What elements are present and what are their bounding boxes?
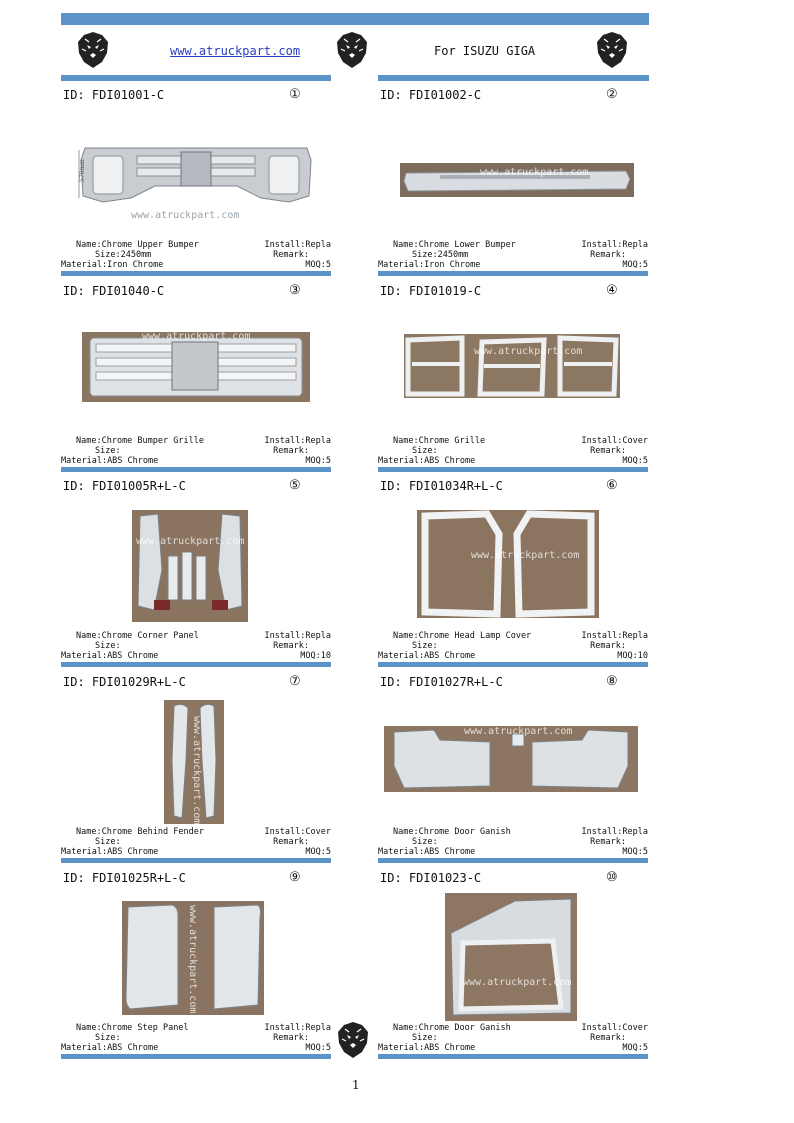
behind-fender-image (164, 700, 224, 824)
product-info: Name:Chrome Step Panel Install:Repla Size: Remark: Material:ABS Chrome MOQ:5 (61, 1023, 331, 1053)
product-card (378, 479, 648, 675)
product-id: ID: FDI01005R+L-C (63, 479, 186, 493)
product-number: ⑥ (606, 478, 618, 493)
card-divider (61, 858, 331, 863)
watermark (131, 208, 271, 222)
product-name: Chrome Grille (418, 436, 486, 446)
product-id: ID: FDI01034R+L-C (380, 479, 503, 493)
product-card (61, 479, 331, 675)
product-number: ④ (606, 283, 618, 298)
product-card (378, 88, 648, 284)
product-id: ID: FDI01029R+L-C (63, 675, 186, 689)
product-card (378, 284, 648, 480)
product-moq: 5 (642, 1043, 648, 1053)
product-card (61, 284, 331, 480)
catalog-title: For ISUZU GIGA (434, 44, 536, 58)
product-material: ABS Chrome (424, 456, 476, 466)
product-id: ID: FDI01025R+L-C (63, 871, 186, 885)
product-name: Chrome Bumper Grille (101, 436, 204, 446)
card-divider (61, 1054, 331, 1059)
product-moq: 5 (325, 847, 331, 857)
product-info: Name:Chrome Grille Install:Cover Size: Remark: Material:ABS Chrome MOQ:5 (378, 436, 648, 466)
product-info: Name:Chrome Bumper Grille Install:Repla Size: Remark: Material:ABS Chrome MOQ:5 (61, 436, 331, 466)
header-bottom-bar (61, 75, 331, 81)
product-install: Cover (622, 1023, 648, 1033)
product-material: ABS Chrome (107, 1043, 159, 1053)
product-material: ABS Chrome (107, 456, 159, 466)
lower-bumper-image (400, 163, 634, 197)
product-id: ID: FDI01027R+L-C (380, 675, 503, 689)
watermark-text: www.atruckpart.com (474, 346, 583, 357)
product-card (61, 675, 331, 871)
product-material: ABS Chrome (424, 1043, 476, 1053)
product-moq: 5 (325, 1043, 331, 1053)
product-moq: 5 (325, 260, 331, 270)
product-id: ID: FDI01019-C (380, 284, 482, 298)
lion-logo-icon (335, 31, 369, 69)
product-info: Name:Chrome Head Lamp Cover Install:Repla Size: Remark: Material:ABS Chrome MOQ:10 (378, 631, 648, 661)
product-name: Chrome Door Ganish (418, 1023, 511, 1033)
product-moq: 5 (642, 456, 648, 466)
card-divider (378, 1054, 648, 1059)
product-material: Iron Chrome (107, 260, 164, 270)
watermark-text: www.atruckpart.com (480, 167, 589, 178)
product-name: Chrome Upper Bumper (101, 240, 199, 250)
product-install: Repla (622, 827, 648, 837)
product-install: Cover (622, 436, 648, 446)
product-moq: 5 (642, 260, 648, 270)
product-number: ① (289, 87, 301, 102)
product-material: ABS Chrome (107, 847, 159, 857)
card-divider (378, 858, 648, 863)
watermark-text: www.atruckpart.com (464, 726, 573, 737)
watermark-text: www.atruckpart.com (187, 905, 198, 1014)
watermark-text: www.atruckpart.com (131, 210, 240, 221)
website-link[interactable]: www.atruckpart.com (170, 44, 301, 58)
lion-logo-icon (336, 1021, 370, 1059)
product-moq: 5 (325, 456, 331, 466)
grille-image (404, 334, 620, 398)
card-divider (61, 662, 331, 667)
header-top-bar (61, 13, 649, 25)
product-info: Name:Chrome Upper Bumper Install:Repla Size:2450mm Remark: Material:Iron Chrome MOQ:5 (61, 240, 331, 270)
product-moq: 10 (320, 651, 331, 661)
product-card (378, 675, 648, 871)
product-install: Repla (305, 1023, 331, 1033)
product-info: Name:Chrome Behind Fender Install:Cover Size: Remark: Material:ABS Chrome MOQ:5 (61, 827, 331, 857)
dimension-label: 570mm (79, 159, 86, 182)
product-install: Repla (622, 240, 648, 250)
product-name: Chrome Door Ganish (418, 827, 511, 837)
product-id: ID: FDI01001-C (63, 88, 165, 102)
product-install: Repla (305, 240, 331, 250)
card-divider (378, 662, 648, 667)
watermark-text: www.atruckpart.com (471, 550, 580, 561)
product-name: Chrome Lower Bumper (418, 240, 516, 250)
product-info: Name:Chrome Door Ganish Install:Cover Size: Remark: Material:ABS Chrome MOQ:5 (378, 1023, 648, 1053)
card-divider (378, 467, 648, 472)
product-card (61, 88, 331, 284)
product-card (378, 871, 648, 1067)
product-moq: 5 (642, 847, 648, 857)
product-number: ② (606, 87, 618, 102)
product-install: Repla (622, 631, 648, 641)
product-size: 2450mm (120, 250, 152, 260)
product-info: Name:Chrome Door Ganish Install:Repla Size: Remark: Material:ABS Chrome MOQ:5 (378, 827, 648, 857)
head-lamp-cover-image (417, 510, 599, 618)
product-number: ③ (289, 283, 301, 298)
product-number: ⑦ (289, 674, 301, 689)
product-info: Name:Chrome Lower Bumper Install:Repla Size:2450mm Remark: Material:Iron Chrome MOQ:5 (378, 240, 648, 270)
page-number: 1 (352, 1078, 360, 1092)
card-divider (61, 467, 331, 472)
step-panel-image (122, 901, 264, 1015)
corner-panel-image (132, 510, 248, 622)
product-install: Cover (305, 827, 331, 837)
product-number: ⑨ (289, 870, 301, 885)
bumper-grille-image (82, 332, 310, 402)
product-name: Chrome Step Panel (101, 1023, 189, 1033)
product-id: ID: FDI01040-C (63, 284, 165, 298)
product-install: Repla (305, 631, 331, 641)
product-size: 2450mm (437, 250, 469, 260)
watermark-text: www.atruckpart.com (136, 536, 245, 547)
door-ganish-image (445, 893, 577, 1021)
lion-logo-icon (76, 31, 110, 69)
product-material: ABS Chrome (424, 847, 476, 857)
product-moq: 10 (637, 651, 648, 661)
door-ganish-image (384, 726, 638, 792)
card-divider (61, 271, 331, 276)
product-name: Chrome Behind Fender (101, 827, 204, 837)
product-material: Iron Chrome (424, 260, 481, 270)
product-number: ⑧ (606, 674, 618, 689)
product-number: ⑤ (289, 478, 301, 493)
watermark-text: www.atruckpart.com (191, 716, 202, 824)
product-info: Name:Chrome Corner Panel Install:Repla Size: Remark: Material:ABS Chrome MOQ:10 (61, 631, 331, 661)
product-name: Chrome Head Lamp Cover (418, 631, 532, 641)
product-material: ABS Chrome (107, 651, 159, 661)
product-number: ⑩ (606, 870, 618, 885)
product-id: ID: FDI01002-C (380, 88, 482, 102)
watermark-text: www.atruckpart.com (142, 332, 251, 342)
product-material: ABS Chrome (424, 651, 476, 661)
watermark-text: www.atruckpart.com (463, 977, 572, 988)
upper-bumper-image (77, 140, 315, 210)
header-bottom-bar-right (378, 75, 649, 81)
product-install: Repla (305, 436, 331, 446)
lion-logo-icon (595, 31, 629, 69)
card-divider (378, 271, 648, 276)
product-id: ID: FDI01023-C (380, 871, 482, 885)
product-name: Chrome Corner Panel (101, 631, 199, 641)
product-card (61, 871, 331, 1067)
